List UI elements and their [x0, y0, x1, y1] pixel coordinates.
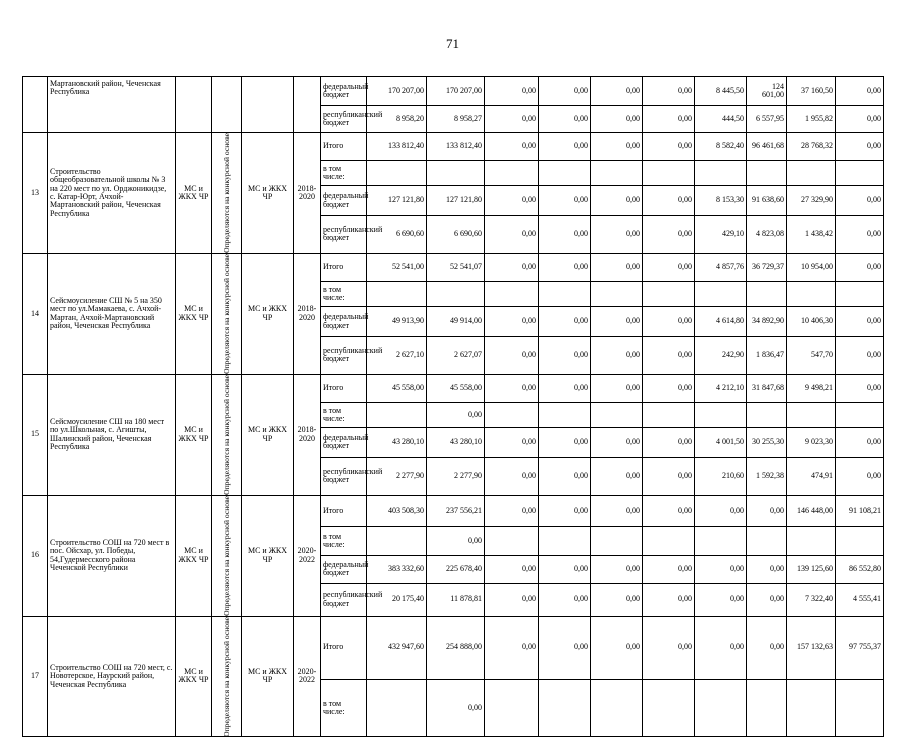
funding-type: федеральный бюджет [321, 77, 367, 106]
amount-cell: 4 212,10 [695, 374, 747, 402]
amount-cell: 6 557,95 [747, 106, 787, 133]
amount-cell: 0,00 [485, 374, 539, 402]
amount-cell: 0,00 [539, 186, 591, 216]
amount-cell: 0,00 [591, 495, 643, 526]
funding-type: Итого [321, 616, 367, 679]
amount-cell: 0,00 [539, 77, 591, 106]
contractor [212, 253, 242, 374]
executor: МС и ЖКХ ЧР [242, 133, 294, 254]
amount-cell: 0,00 [591, 428, 643, 458]
amount-cell [747, 281, 787, 306]
customer-cell [176, 77, 212, 133]
funding-type: республиканский бюджет [321, 336, 367, 374]
amount-cell: 429,10 [695, 215, 747, 253]
amount-cell: 0,00 [539, 336, 591, 374]
amount-cell [367, 527, 427, 556]
amount-cell: 0,00 [836, 374, 884, 402]
amount-cell: 11 878,81 [427, 583, 485, 616]
amount-cell: 0,00 [539, 495, 591, 526]
amount-cell: 0,00 [485, 336, 539, 374]
amount-cell: 0,00 [591, 186, 643, 216]
amount-cell: 0,00 [643, 583, 695, 616]
amount-cell: 10 954,00 [787, 253, 836, 281]
amount-cell: 127 121,80 [427, 186, 485, 216]
amount-cell: 0,00 [591, 307, 643, 337]
amount-cell [643, 281, 695, 306]
amount-cell [485, 527, 539, 556]
object-name: Сейсмоусиление СШ на 180 мест по ул.Школьная, с. Агишты, Шалинский район, Чеченская Республика [48, 374, 176, 495]
amount-cell [747, 679, 787, 737]
row-number: 14 [23, 253, 48, 374]
amount-cell: 0,00 [427, 402, 485, 427]
contractor [212, 374, 242, 495]
amount-cell: 10 406,30 [787, 307, 836, 337]
amount-cell: 2 277,90 [367, 457, 427, 495]
funding-type: в том числе: [321, 281, 367, 306]
funding-type: Итого [321, 374, 367, 402]
amount-cell: 0,00 [643, 495, 695, 526]
amount-cell: 0,00 [695, 616, 747, 679]
amount-cell: 0,00 [485, 428, 539, 458]
amount-cell: 0,00 [643, 457, 695, 495]
amount-cell [591, 281, 643, 306]
amount-cell: 0,00 [591, 374, 643, 402]
amount-cell: 0,00 [643, 336, 695, 374]
amount-cell: 8 153,30 [695, 186, 747, 216]
row-number: 17 [23, 616, 48, 737]
funding-type: республиканский бюджет [321, 583, 367, 616]
amount-cell: 0,00 [591, 215, 643, 253]
amount-cell: 2 277,90 [427, 457, 485, 495]
object-name: Мартановский район, Чеченская Республика [48, 77, 176, 133]
amount-cell: 7 322,40 [787, 583, 836, 616]
amount-cell: 4 001,50 [695, 428, 747, 458]
object-name: Строительство СОШ на 720 мест, с. Новотерское, Наурский район, Чеченская Республика [48, 616, 176, 737]
row-number: 15 [23, 374, 48, 495]
amount-cell: 4 857,76 [695, 253, 747, 281]
amount-cell: 4 614,80 [695, 307, 747, 337]
amount-cell: 0,00 [539, 374, 591, 402]
amount-cell: 0,00 [485, 186, 539, 216]
amount-cell: 49 914,00 [427, 307, 485, 337]
amount-cell: 0,00 [539, 583, 591, 616]
amount-cell: 0,00 [591, 77, 643, 106]
amount-cell: 36 729,37 [747, 253, 787, 281]
object-name: Сейсмоусиление СШ № 5 на 350 мест по ул.Мамакаева, с. Ачхой-Мартан, Ачхой-Мартановский район, Чеченская Республика [48, 253, 176, 374]
amount-cell: 0,00 [591, 336, 643, 374]
amount-cell: 0,00 [643, 428, 695, 458]
amount-cell: 0,00 [539, 215, 591, 253]
amount-cell: 139 125,60 [787, 556, 836, 584]
table-row [23, 253, 884, 281]
amount-cell: 9 023,30 [787, 428, 836, 458]
amount-cell [643, 161, 695, 186]
amount-cell: 383 332,60 [367, 556, 427, 584]
amount-cell: 403 508,30 [367, 495, 427, 526]
customer: МС и ЖКХ ЧР [176, 495, 212, 616]
amount-cell: 91 638,60 [747, 186, 787, 216]
amount-cell: 0,00 [427, 679, 485, 737]
contest-text: Определяются на конкурсной основе [221, 495, 231, 616]
amount-cell [485, 281, 539, 306]
amount-cell [367, 281, 427, 306]
amount-cell: 43 280,10 [427, 428, 485, 458]
amount-cell: 0,00 [539, 616, 591, 679]
amount-cell: 0,00 [591, 616, 643, 679]
amount-cell: 0,00 [539, 457, 591, 495]
amount-cell: 86 552,80 [836, 556, 884, 584]
amount-cell [539, 161, 591, 186]
amount-cell: 37 160,50 [787, 77, 836, 106]
amount-cell: 0,00 [643, 106, 695, 133]
amount-cell: 0,00 [836, 186, 884, 216]
amount-cell: 0,00 [485, 77, 539, 106]
row-number: 16 [23, 495, 48, 616]
page-number: 71 [446, 36, 459, 51]
amount-cell: 0,00 [591, 253, 643, 281]
customer: МС и ЖКХ ЧР [176, 616, 212, 737]
amount-cell: 133 812,40 [427, 133, 485, 161]
amount-cell [485, 402, 539, 427]
amount-cell [787, 402, 836, 427]
contest-text: Определяются на конкурсной основе [221, 253, 231, 374]
amount-cell: 1 836,47 [747, 336, 787, 374]
amount-cell: 1 438,42 [787, 215, 836, 253]
amount-cell [485, 679, 539, 737]
amount-cell [695, 679, 747, 737]
funding-type: федеральный бюджет [321, 428, 367, 458]
amount-cell: 547,70 [787, 336, 836, 374]
amount-cell: 237 556,21 [427, 495, 485, 526]
amount-cell: 0,00 [695, 583, 747, 616]
customer: МС и ЖКХ ЧР [176, 133, 212, 254]
amount-cell: 0,00 [836, 457, 884, 495]
table-row [23, 495, 884, 526]
amount-cell: 254 888,00 [427, 616, 485, 679]
amount-cell: 52 541,07 [427, 253, 485, 281]
amount-cell [747, 402, 787, 427]
amount-cell: 91 108,21 [836, 495, 884, 526]
amount-cell: 0,00 [485, 133, 539, 161]
amount-cell: 0,00 [747, 616, 787, 679]
amount-cell: 9 498,21 [787, 374, 836, 402]
object-name: Строительство СОШ на 720 мест в пос. Ойсхар, ул. Победы, 54,Гудермесского района Чеченской Республики [48, 495, 176, 616]
amount-cell [367, 402, 427, 427]
amount-cell: 43 280,10 [367, 428, 427, 458]
executor: МС и ЖКХ ЧР [242, 374, 294, 495]
amount-cell: 2 627,07 [427, 336, 485, 374]
amount-cell: 0,00 [643, 307, 695, 337]
amount-cell [747, 527, 787, 556]
amount-cell: 8 582,40 [695, 133, 747, 161]
amount-cell: 0,00 [643, 556, 695, 584]
amount-cell: 6 690,60 [367, 215, 427, 253]
amount-cell: 474,91 [787, 457, 836, 495]
amount-cell [539, 679, 591, 737]
amount-cell: 6 690,60 [427, 215, 485, 253]
customer: МС и ЖКХ ЧР [176, 253, 212, 374]
amount-cell: 0,00 [485, 616, 539, 679]
executor: МС и ЖКХ ЧР [242, 253, 294, 374]
period: 2018-2020 [294, 253, 321, 374]
amount-cell: 52 541,00 [367, 253, 427, 281]
amount-cell: 146 448,00 [787, 495, 836, 526]
amount-cell: 0,00 [591, 457, 643, 495]
contest-text: Определяются на конкурсной основе [221, 133, 231, 253]
funding-type: федеральный бюджет [321, 556, 367, 584]
amount-cell: 1 955,82 [787, 106, 836, 133]
amount-cell: 0,00 [485, 583, 539, 616]
amount-cell: 210,60 [695, 457, 747, 495]
table-row [23, 616, 884, 679]
amount-cell [787, 161, 836, 186]
amount-cell: 0,00 [539, 253, 591, 281]
amount-cell [836, 679, 884, 737]
amount-cell: 45 558,00 [367, 374, 427, 402]
amount-cell: 4 555,41 [836, 583, 884, 616]
funding-type: в том числе: [321, 527, 367, 556]
amount-cell [539, 402, 591, 427]
period: 2020-2022 [294, 495, 321, 616]
table-row [23, 374, 884, 402]
executor: МС и ЖКХ ЧР [242, 495, 294, 616]
period-cell [294, 77, 321, 133]
amount-cell [427, 161, 485, 186]
amount-cell: 0,00 [539, 133, 591, 161]
amount-cell: 0,00 [485, 307, 539, 337]
amount-cell [787, 679, 836, 737]
funding-type: Итого [321, 495, 367, 526]
amount-cell: 0,00 [836, 307, 884, 337]
amount-cell [643, 679, 695, 737]
amount-cell: 0,00 [485, 253, 539, 281]
amount-cell [695, 527, 747, 556]
period: 2018-2020 [294, 374, 321, 495]
executor: МС и ЖКХ ЧР [242, 616, 294, 737]
amount-cell: 0,00 [836, 133, 884, 161]
object-name: Строительство общеобразовательной школы № 3 на 220 мест по ул. Орджоникидзе, с. Катар-Юрт, Ачхой-Мартановский район, Чеченская Республика [48, 133, 176, 254]
amount-cell: 8 958,20 [367, 106, 427, 133]
amount-cell: 0,00 [539, 307, 591, 337]
amount-cell: 0,00 [539, 556, 591, 584]
amount-cell: 0,00 [591, 133, 643, 161]
amount-cell: 133 812,40 [367, 133, 427, 161]
amount-cell: 170 207,00 [427, 77, 485, 106]
amount-cell [747, 161, 787, 186]
funding-type: республиканский бюджет [321, 106, 367, 133]
amount-cell [367, 679, 427, 737]
table-row [23, 77, 884, 106]
amount-cell: 157 132,63 [787, 616, 836, 679]
amount-cell: 0,00 [643, 616, 695, 679]
amount-cell [591, 402, 643, 427]
amount-cell: 0,00 [747, 495, 787, 526]
amount-cell: 0,00 [427, 527, 485, 556]
amount-cell: 0,00 [643, 77, 695, 106]
amount-cell: 1 592,38 [747, 457, 787, 495]
amount-cell: 0,00 [836, 77, 884, 106]
amount-cell: 225 678,40 [427, 556, 485, 584]
funding-type: Итого [321, 253, 367, 281]
amount-cell: 8 445,50 [695, 77, 747, 106]
customer: МС и ЖКХ ЧР [176, 374, 212, 495]
amount-cell [591, 161, 643, 186]
amount-cell: 49 913,90 [367, 307, 427, 337]
funding-type: в том числе: [321, 679, 367, 737]
amount-cell: 0,00 [591, 583, 643, 616]
contractor [212, 495, 242, 616]
amount-cell [787, 527, 836, 556]
amount-cell: 0,00 [747, 583, 787, 616]
contractor-cell [212, 77, 242, 133]
amount-cell: 0,00 [695, 556, 747, 584]
amount-cell: 0,00 [643, 374, 695, 402]
amount-cell: 242,90 [695, 336, 747, 374]
amount-cell: 444,50 [695, 106, 747, 133]
amount-cell: 30 255,30 [747, 428, 787, 458]
amount-cell [836, 281, 884, 306]
amount-cell [695, 281, 747, 306]
amount-cell: 0,00 [643, 215, 695, 253]
amount-cell: 0,00 [485, 215, 539, 253]
funding-type: федеральный бюджет [321, 307, 367, 337]
amount-cell [539, 527, 591, 556]
row-number-cell [23, 77, 48, 133]
contest-text: Определяются на конкурсной основе [221, 374, 231, 495]
contractor [212, 616, 242, 737]
amount-cell: 20 175,40 [367, 583, 427, 616]
amount-cell [836, 402, 884, 427]
amount-cell: 0,00 [485, 495, 539, 526]
table-row [23, 133, 884, 161]
amount-cell: 0,00 [643, 253, 695, 281]
amount-cell: 0,00 [539, 428, 591, 458]
funding-type: республиканский бюджет [321, 457, 367, 495]
contractor [212, 133, 242, 254]
amount-cell [539, 281, 591, 306]
amount-cell [591, 527, 643, 556]
row-number: 13 [23, 133, 48, 254]
amount-cell [695, 402, 747, 427]
amount-cell [643, 402, 695, 427]
amount-cell [836, 527, 884, 556]
funding-type: республиканский бюджет [321, 215, 367, 253]
amount-cell [485, 161, 539, 186]
contest-text: Определяются на конкурсной основе [221, 616, 231, 737]
amount-cell [367, 161, 427, 186]
funding-type: в том числе: [321, 402, 367, 427]
amount-cell: 0,00 [747, 556, 787, 584]
amount-cell [836, 161, 884, 186]
amount-cell: 2 627,10 [367, 336, 427, 374]
amount-cell: 124 601,00 [747, 77, 787, 106]
amount-cell: 8 958,27 [427, 106, 485, 133]
amount-cell: 45 558,00 [427, 374, 485, 402]
executor-cell [242, 77, 294, 133]
amount-cell: 0,00 [836, 253, 884, 281]
amount-cell: 0,00 [836, 215, 884, 253]
amount-cell: 0,00 [539, 106, 591, 133]
amount-cell: 0,00 [643, 133, 695, 161]
amount-cell [591, 679, 643, 737]
funding-type: федеральный бюджет [321, 186, 367, 216]
amount-cell: 4 823,08 [747, 215, 787, 253]
amount-cell: 0,00 [836, 336, 884, 374]
amount-cell [427, 281, 485, 306]
amount-cell: 97 755,37 [836, 616, 884, 679]
amount-cell [695, 161, 747, 186]
amount-cell [787, 281, 836, 306]
period: 2018-2020 [294, 133, 321, 254]
amount-cell: 0,00 [695, 495, 747, 526]
amount-cell: 27 329,90 [787, 186, 836, 216]
amount-cell: 0,00 [836, 428, 884, 458]
amount-cell: 28 768,32 [787, 133, 836, 161]
period: 2020-2022 [294, 616, 321, 737]
amount-cell: 0,00 [485, 556, 539, 584]
amount-cell: 432 947,60 [367, 616, 427, 679]
amount-cell [643, 527, 695, 556]
amount-cell: 96 461,68 [747, 133, 787, 161]
amount-cell: 170 207,00 [367, 77, 427, 106]
amount-cell: 0,00 [485, 457, 539, 495]
amount-cell: 0,00 [643, 186, 695, 216]
funding-type: Итого [321, 133, 367, 161]
budget-table [22, 76, 884, 737]
amount-cell: 34 892,90 [747, 307, 787, 337]
amount-cell: 0,00 [591, 556, 643, 584]
amount-cell: 127 121,80 [367, 186, 427, 216]
amount-cell: 0,00 [485, 106, 539, 133]
amount-cell: 0,00 [836, 106, 884, 133]
funding-type: в том числе: [321, 161, 367, 186]
amount-cell: 0,00 [591, 106, 643, 133]
amount-cell: 31 847,68 [747, 374, 787, 402]
